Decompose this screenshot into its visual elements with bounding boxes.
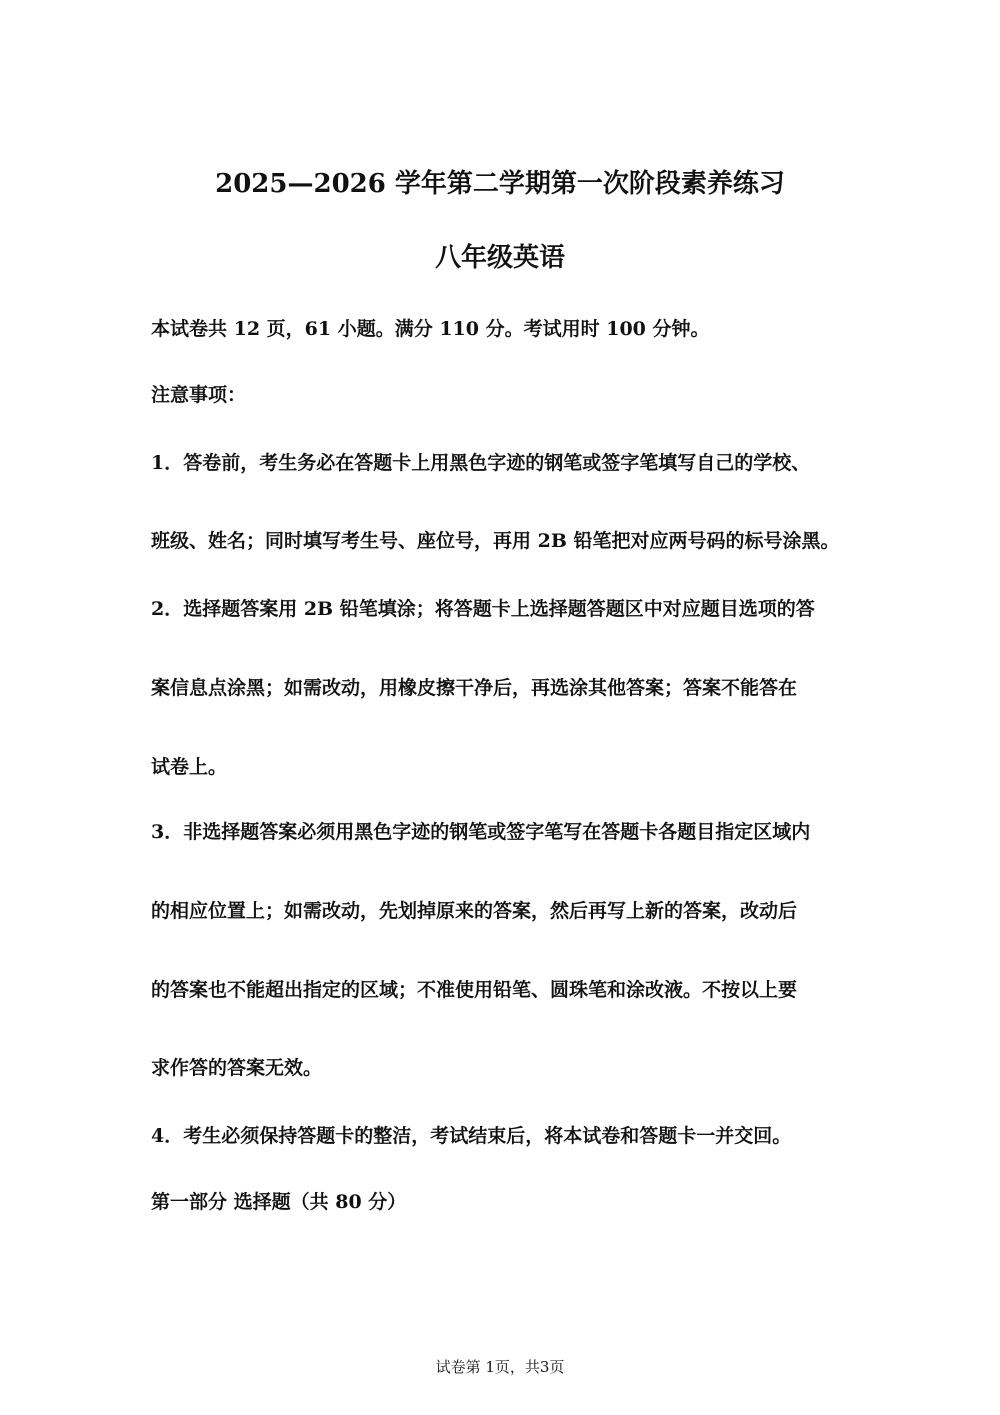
notice-line: 的答案也不能超出指定的区域；不准使用铅笔、圆珠笔和涂改液。不按以上要 [151,979,798,1001]
exam-summary: 本试卷共 12 页，61 小题。满分 110 分。考试用时 100 分钟。 [151,318,710,340]
notice-heading: 注意事项： [151,384,247,406]
page-footer: 试卷第 1页，共3页 [435,1358,565,1376]
notice-line: 案信息点涂黑；如需改动，用橡皮擦干净后，再选涂其他答案；答案不能答在 [151,677,798,699]
notice-line: 的相应位置上；如需改动，先划掉原来的答案，然后再写上新的答案，改动后 [151,900,798,922]
section-heading: 第一部分 选择题（共 80 分） [151,1191,407,1213]
notice-line: 求作答的答案无效。 [151,1057,323,1079]
notice-line: 试卷上。 [151,756,228,778]
notice-line: 班级、姓名；同时填写考生号、座位号，再用 2B 铅笔把对应两号码的标号涂黑。 [151,530,840,552]
notice-line: 4．考生必须保持答题卡的整洁，考试结束后，将本试卷和答题卡一并交回。 [151,1125,792,1147]
notice-line: 2．选择题答案用 2B 铅笔填涂；将答题卡上选择题答题区中对应题目选项的答 [151,598,815,620]
exam-subtitle: 八年级英语 [434,243,565,273]
exam-title: 2025—2026 学年第二学期第一次阶段素养练习 [215,169,785,199]
notice-line: 3．非选择题答案必须用黑色字迹的钢笔或签字笔写在答题卡各题目指定区域内 [151,821,811,843]
notice-line: 1．答卷前，考生务必在答题卡上用黑色字迹的钢笔或签字笔填写自己的学校、 [151,452,811,474]
